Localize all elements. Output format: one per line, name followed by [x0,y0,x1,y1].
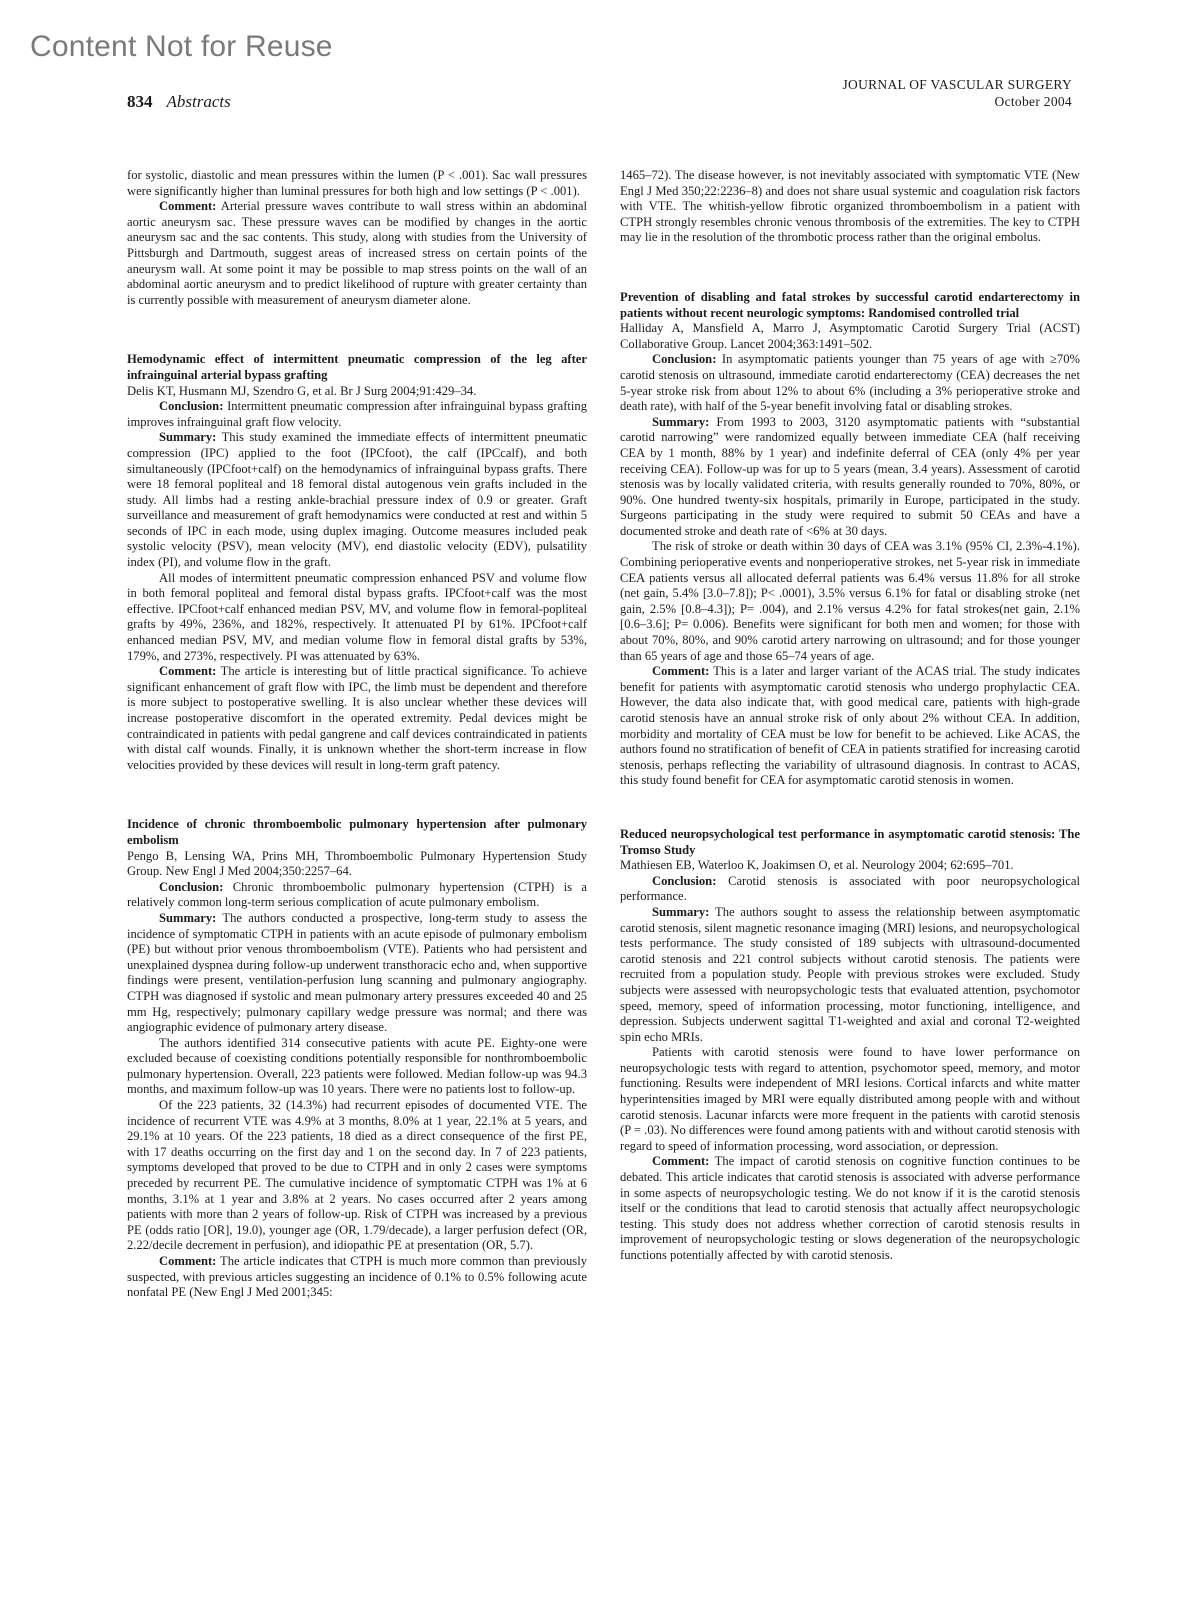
continued-paragraph: 1465–72). The disease however, is not inevitably associated with symptomatic VTE (New Engl J Med 350;22:2236–8) and does not share usual systemic and coagulation risk factors with VTE. The whitish-yellow fibrotic organized thromboembolism in a patient with CTPH strongly resembles chronic venous thrombosis of the extremities. The key to CTPH may lie in the resolution of the thrombotic process rather than the original embolus. [620,168,1080,245]
summary-label: Summary: [159,910,217,925]
summary-paragraph [620,415,1080,540]
right-column [620,168,1080,1264]
summary-label: Summary: [652,904,710,919]
conclusion-text: In asymptomatic patients younger than 75 years of age with ≥70% carotid stenosis on ultrasound, immediate carotid endarterectomy (CEA) decreases the net 5-year stroke risk from about 12% to about 6% (including a 3% perioperative stroke and death rate), with half of the 5-year benefit involving fatal or disabling strokes. [620,352,1080,414]
summary-text: The authors sought to assess the relationship between asymptomatic carotid stenosis, silent magnetic resonance imaging (MRI) lesions, and neuropsychological tests performance. The study consisted of 189 subjects with ultrasound-documented carotid stenosis and 221 control subjects without carotid stenosis. The patients were recruited from a population study. People with previous strokes were excluded. Study subjects were assessed with neuropsychologic tests that evaluated attention, psychomotor speed, memory, speed of information processing, motor functioning, intelligence, and depression. Subjects underwent sagittal T1-weighted and axial and coronal T2-weighted spin echo MRIs. [620,904,1080,1044]
article-title: Hemodynamic effect of intermittent pneumatic compression of the leg after infrainguinal arterial bypass grafting [127,352,587,382]
conclusion-text: Intermittent pneumatic compression after infrainguinal bypass grafting improves infrainguinal graft flow velocity. [127,399,587,429]
summary-paragraph [127,430,587,570]
body-paragraph: All modes of intermittent pneumatic compression enhanced PSV and volume flow in both femoral popliteal and femoral distal bypass grafts. IPCfoot+calf was the most effective. IPCfoot+calf enhanced median PSV, MV, and volume flow in femoral-popliteal grafts by 49%, 236%, and 182%, respectively. It attenuated PI by 61%. IPCfoot+calf enhanced median PSV, MV, and median volume flow in femoral distal grafts by 53%, 179%, and 273%, respectively. PI was attenuated by 63%. [127,570,587,663]
comment-text: The article is interesting but of little practical significance. To achieve significant enhancement of graft flow with IPC, the limb must be dependent and therefore is more subject to postoperative swelling. It is also unclear whether these devices will increase postoperative discomfort in the operated extremity. Pedal devices might be contraindicated in patients with pedal gangrene and calf devices contraindicated in patients with distal calf wounds. Finally, it is unknown whether the short-term increase in flow velocities provided by these devices will result in long-term graft patency. [127,664,587,772]
conclusion-paragraph [620,874,1080,905]
comment-text: Arterial pressure waves contribute to wall stress within an abdominal aortic aneurysm sac. These pressure waves can be modified by changes in the aortic aneurysm sac and the sac contents. This study, along with studies from the University of Pittsburgh and Dartmouth, suggest areas of increased stress on certain points of the aneurysm wall. At some point it may be possible to map stress points on the wall of an abdominal aortic aneurysm and to predict likelihood of rupture with greater certainty than is currently possible with measurement of aneurysm diameter alone. [127,199,587,307]
conclusion-text: Carotid stenosis is associated with poor neuropsychological performance. [620,873,1080,904]
article-title: Reduced neuropsychological test performance in asymptomatic carotid stenosis: The Tromso Study [620,826,1080,857]
page-number: 834 [127,92,153,111]
page-header-right [842,76,1072,110]
body-paragraph: The authors identified 314 consecutive patients with acute PE. Eighty-one were excluded because of coexisting conditions potentially responsible for nonthromboembolic pulmonary hypertension. Overall, 223 patients were followed. Median follow-up was 94.3 months, and maximum follow-up was 10 years. There were no patients lost to follow-up. [127,1035,587,1097]
conclusion-label: Conclusion: [159,879,224,894]
body-paragraph: Of the 223 patients, 32 (14.3%) had recurrent episodes of documented VTE. The incidence of recurrent VTE was 4.9% at 3 months, 8.0% at 1 year, 22.1% at 5 years, and 29.1% at 10 years. Of the 223 patients, 18 died as a direct consequence of the first PE, with 17 deaths occurring on the first day and 1 on the second day. In 7 of 223 patients, symptoms developed that proved to be due to CTPH and in only 2 cases were symptoms preceded by recurrent PE. The cumulative incidence of symptomatic CTPH was 1% at 6 months, 3.1% at 1 year and 3.8% at 2 years. No cases occurred after 2 years among patients with more than 2 years of follow-up. Risk of CTPH was increased by a previous PE (odds ratio [OR], 19.0), younger age (OR, 1.79/decade), a larger perfusion defect (OR, 2.22/decile decrement in perfusion), and idiopathic PE at presentation (OR, 5.7). [127,1098,587,1253]
conclusion-paragraph [127,399,587,430]
article-title: Incidence of chronic thromboembolic pulmonary hypertension after pulmonary embolism [127,817,587,847]
conclusion-label: Conclusion: [159,399,224,414]
summary-text: This study examined the immediate effects of intermittent pneumatic compression (IPC) applied to the foot (IPCfoot), the calf (IPCcalf), and both simultaneously (IPCfoot+calf) on the hemodynamics of infrainguinal bypass grafts. There were 18 femoral popliteal and 18 femoral distal autogenous vein grafts included in the study. All limbs had a resting ankle-brachial pressure index of 0.9 or greater. Graft surveillance and measurement of graft hemodynamics were conducted at rest and within 5 seconds of IPC in each mode, using duplex imaging. Outcome measures included peak systolic velocity (PSV), mean velocity (MV), end diastolic velocity (EDV), pulsatility index (PI), and volume flow in the graft. [127,430,587,570]
watermark: Content Not for Reuse [30,30,333,63]
journal-issue: October 2004 [994,94,1072,109]
summary-label: Summary: [159,430,217,445]
body-paragraph: Patients with carotid stenosis were found to have lower performance on neuropsychologic tests with regard to attention, psychomotor speed, memory, and motor functioning. Results were independent of MRI lesions. Cortical infarcts and white matter hyperintensities imaged by MRI were equally distributed among people with and without carotid stenosis. Lacunar infarcts were more frequent in the patients with carotid stenosis (P = .03). No differences were found among patients with and without carotid stenosis with regard to speed of information processing, word association, or depression. [620,1045,1080,1153]
conclusion-label: Conclusion: [652,352,717,367]
comment-paragraph [127,199,587,308]
comment-label: Comment: [159,199,217,214]
comment-label: Comment: [652,1154,710,1169]
page-header-left [127,92,231,112]
article-citation: Halliday A, Mansfield A, Marro J, Asymptomatic Carotid Surgery Trial (ACST) Collaborative Group. Lancet 2004;363:1491–502. [620,321,1080,351]
comment-label: Comment: [159,664,217,679]
article-title: Prevention of disabling and fatal strokes by successful carotid endarterectomy in patients without recent neurologic symptoms: Randomised controlled trial [620,289,1080,320]
comment-paragraph [620,1154,1080,1263]
conclusion-text: Chronic thromboembolic pulmonary hypertension (CTPH) is a relatively common long-term serious complication of acute pulmonary embolism. [127,879,587,910]
comment-paragraph [127,1254,587,1301]
comment-paragraph [620,664,1080,789]
article-citation: Mathiesen EB, Waterloo K, Joakimsen O, et al. Neurology 2004; 62:695–701. [620,858,1014,873]
summary-text: From 1993 to 2003, 3120 asymptomatic patients with “substantial carotid narrowing” were randomized equally between immediate CEA (half receiving CEA by 1 month, 88% by 1 year) and indefinite deferral of CEA (only 4% per year receiving CEA). Follow-up was for up to 5 years (mean, 3.4 years). Assessment of carotid stenosis was by locally validated criteria, with results generally rounded to 70%, 80%, or 90%. One hundred twenty-six hospitals, primarily in Europe, participated in the study. Surgeons participating in the study were required to submit 50 CEAs and have a documented stroke and death rate of <6% at 30 days. [620,414,1081,538]
conclusion-paragraph [127,880,587,911]
comment-label: Comment: [159,1254,217,1268]
comment-text: The impact of carotid stenosis on cognitive function continues to be debated. This article indicates that carotid stenosis is associated with adverse performance in some aspects of neuropsychologic testing. We do not know if it is the carotid stenosis itself or the conditions that lead to carotid stenosis that actually affect neuropsychologic testing. This study does not address whether correction of carotid stenosis results in improvement of neuropsychologic testing or slows degeneration of the neuropsychologic functions potentially affected by with carotid stenosis. [620,1154,1080,1262]
comment-text: This is a later and larger variant of the ACAS trial. The study indicates benefit for patients with asymptomatic carotid stenosis who undergo prophylactic CEA. However, the data also indicate that, with good medical care, patients with high-grade carotid stenosis have an annual stroke risk of only about 2% without CEA. In addition, morbidity and mortality of CEA must be low for benefit to be achieved. Like ACAS, the authors found no stratification of benefit of CEA in patients stratified for increasing carotid stenosis, perhaps reflecting the variability of ultrasound diagnosis. In contrast to ACAS, this study found benefit for CEA for asymptomatic carotid stenosis in women. [620,664,1080,788]
section-name: Abstracts [166,92,231,111]
body-paragraph: The risk of stroke or death within 30 days of CEA was 3.1% (95% CI, 2.3%-4.1%). Combining perioperative events and nonperioperative strokes, net 5-year risk in immediate CEA patients versus all allocated deferral patients was 6.4% versus 11.8% for all stroke (net gain, 5.4% [3.0–7.8]); P< .0001), 3.5% versus 6.1% for fatal or disabling stroke (net gain, 2.5% [0.8–4.3]); P= .004), and 2.1% versus 4.2% for fatal strokes(net gain, 2.1% [0.6–3.6]; P= 0.006). Benefits were significant for both men and women; for those with about 70%, 80%, and 90% carotid artery narrowing on ultrasound; and for those younger than 65 years of age and those 65–74 years of age. [620,539,1080,663]
left-column [127,168,587,1301]
conclusion-label: Conclusion: [652,873,717,888]
comment-text: The article indicates that CTPH is much more common than previously suspected, with previous articles suggesting an incidence of 0.1% to 0.5% following acute nonfatal PE (New Engl J Med 2001;345: [127,1254,587,1300]
journal-name: JOURNAL OF VASCULAR SURGERY [842,77,1072,92]
article-citation: Delis KT, Husmann MJ, Szendro G, et al. Br J Surg 2004;91:429–34. [127,383,477,398]
comment-paragraph [127,664,587,773]
summary-text: The authors conducted a prospective, long-term study to assess the incidence of symptomatic CTPH in patients with an acute episode of pulmonary embolism (PE) but without prior venous thromboembolism (VTE). Patients who had persistent and unexplained dyspnea during follow-up underwent transthoracic echo and, when supportive findings were present, ventilation-perfusion lung scanning and pulmonary angiography. CTPH was diagnosed if systolic and mean pulmonary artery pressures exceeded 40 and 25 mm Hg, respectively; pulmonary capillary wedge pressure was normal; and there was angiographic evidence of pulmonary artery disease. [127,910,587,1035]
summary-paragraph [127,911,587,1036]
comment-label: Comment: [652,664,710,679]
summary-label: Summary: [652,414,710,429]
article-citation: Pengo B, Lensing WA, Prins MH, Thromboembolic Pulmonary Hypertension Study Group. New Engl J Med 2004;350:2257–64. [127,848,587,879]
summary-paragraph [620,905,1080,1045]
conclusion-paragraph [620,352,1080,414]
continued-paragraph: for systolic, diastolic and mean pressures within the lumen (P < .001). Sac wall pressures were significantly higher than luminal pressures for both high and low settings (P < .001). [127,168,587,198]
